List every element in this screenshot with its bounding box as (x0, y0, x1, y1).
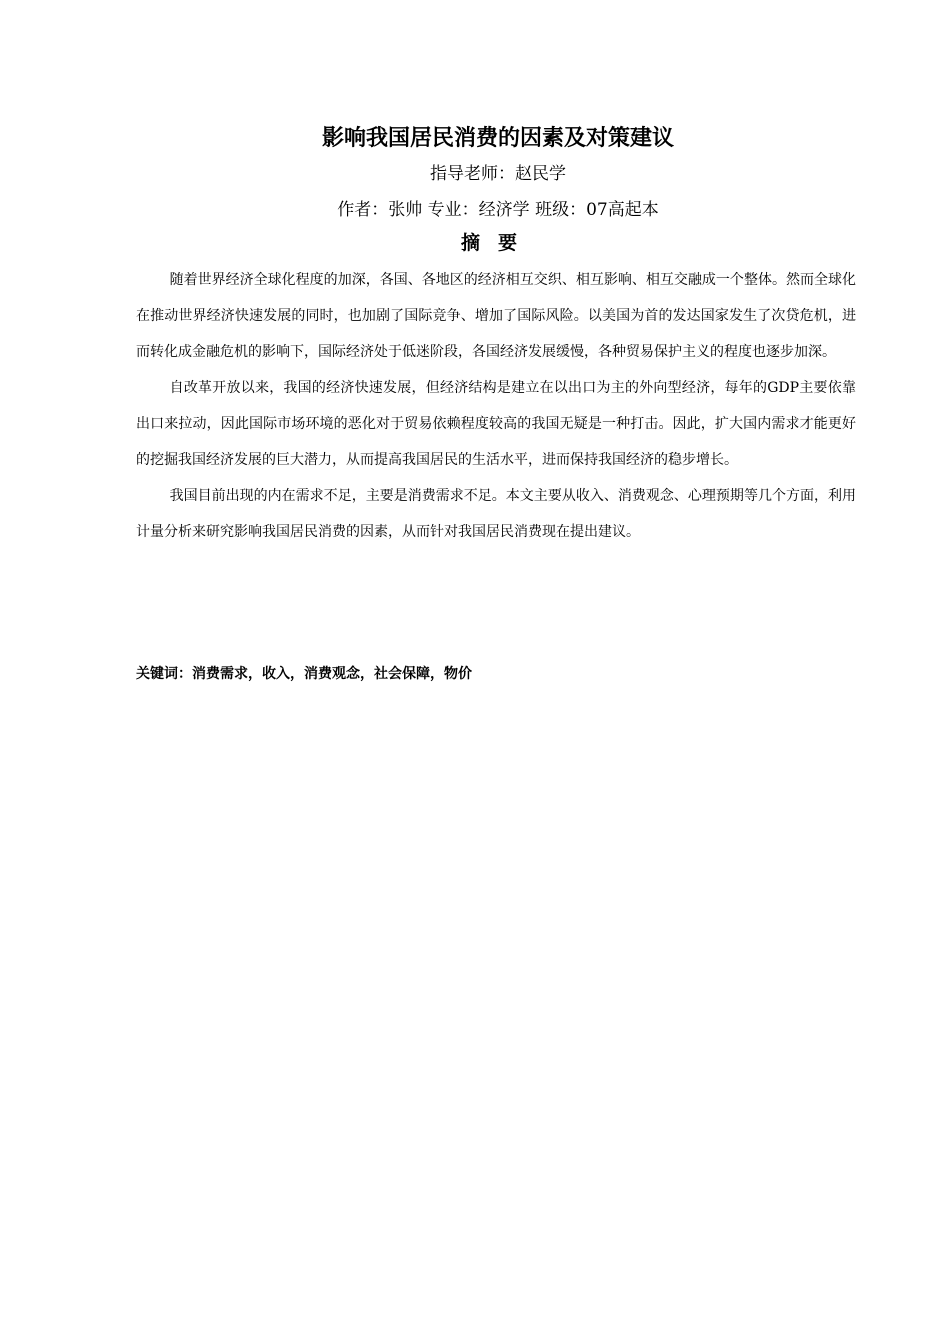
author-major: 专业：经济学 (427, 200, 530, 220)
advisor-line: 指导老师：赵民学 (430, 164, 566, 184)
abstract-heading: 摘要 (460, 232, 535, 254)
keywords-line: 关键词：消费需求，收入，消费观念，社会保障，物价 (136, 666, 472, 682)
abstract-paragraph: 自改革开放以来，我国的经济快速发展，但经济结构是建立在以出口为主的外向型经济，每年的GDP主要依靠出口来拉动，因此国际市场环境的恶化对于贸易依赖程度较高的我国无疑是一种打击。因此，扩大国内需求才能更好的挖掘我国经济发展的巨大潜力，从而提高我国居民的生活水平，进而保持我国经济的稳步增长。 (136, 380, 856, 468)
author-info-line (0, 194, 950, 226)
abstract-paragraph: 随着世界经济全球化程度的加深，各国、各地区的经济相互交织、相互影响、相互交融成一个整体。然而全球化在推动世界经济快速发展的同时，也加剧了国际竞争、增加了国际风险。以美国为首的发达国家发生了次贷危机，进而转化成金融危机的影响下，国际经济处于低迷阶段，各国经济发展缓慢，各种贸易保护主义的程度也逐步加深。 (136, 272, 856, 360)
author-class: 班级：07高起本 (535, 200, 659, 220)
author-name: 作者：张帅 (337, 200, 423, 220)
abstract-body (136, 262, 856, 550)
paper-title: 影响我国居民消费的因素及对策建议 (321, 125, 674, 151)
abstract-paragraph: 我国目前出现的内在需求不足，主要是消费需求不足。本文主要从收入、消费观念、心理预期等几个方面，利用计量分析来研究影响我国居民消费的因素，从而针对我国居民消费现在提出建议。 (136, 488, 856, 540)
